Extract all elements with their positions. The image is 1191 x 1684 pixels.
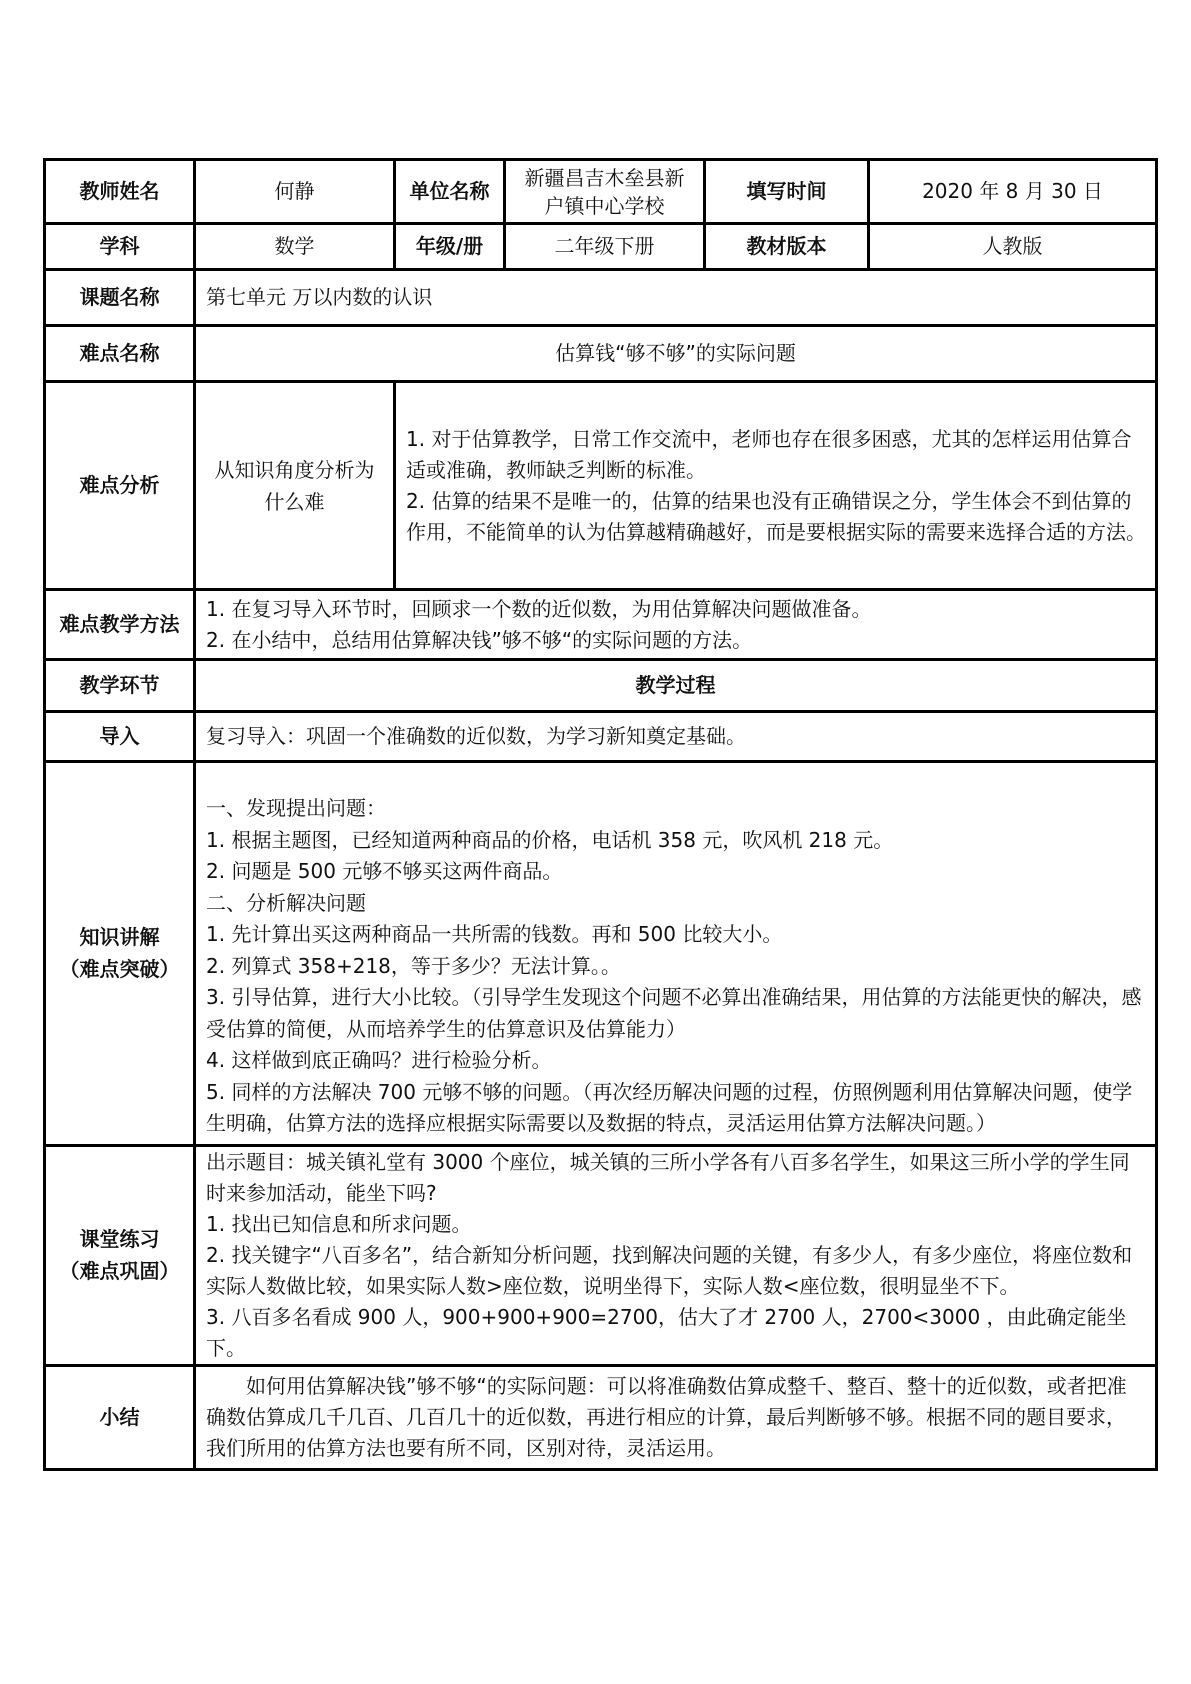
method-content: [195, 590, 1157, 660]
method-label: 难点教学方法: [45, 590, 195, 660]
grade-label: 年级/册: [395, 224, 505, 270]
practice-content: [195, 1145, 1157, 1365]
grade-value: 二年级下册: [505, 224, 705, 270]
row-practice: [45, 1145, 1157, 1365]
practice-line-2: 1. 找出已知信息和所求问题。: [206, 1211, 472, 1236]
knowledge-line-6: 2. 列算式 358+218，等于多少？无法计算。。: [206, 953, 621, 978]
knowledge-label-line-2: （难点突破）: [59, 957, 180, 982]
row-subject: [45, 224, 1157, 270]
knowledge-line-5: 1. 先计算出买这两种商品一共所需的钱数。再和 500 比较大小。: [206, 922, 783, 946]
process-step-label: 教学环节: [45, 660, 195, 712]
knowledge-content: [195, 762, 1157, 1146]
fill-date-value: 2020 年 8 月 30 日: [869, 160, 1157, 224]
unit-name-label: 单位名称: [395, 160, 505, 224]
edition-label: 教材版本: [705, 224, 869, 270]
knowledge-line-2: 1. 根据主题图，已经知道两种商品的价格，电话机 358 元，吹风机 218 元。: [206, 827, 894, 852]
practice-line-1: 出示题目：城关镇礼堂有 3000 个座位，城关镇的三所小学各有八百多名学生，如果这三所小学的学生同时来参加活动，能坐下吗?: [206, 1149, 1130, 1205]
row-teacher: [45, 160, 1157, 224]
knowledge-line-1: 一、发现提出问题：: [206, 796, 386, 820]
analysis-label: 难点分析: [45, 382, 195, 590]
practice-line-3: 2. 找关键字“八百多名”，结合新知分析问题，找到解决问题的关键，有多少人，有多少座位，将座位数和实际人数做比较，如果实际人数>座位数，说明坐得下，实际人数<座位数，很明显坐不下。: [206, 1242, 1133, 1298]
practice-line-4: 3. 八百多名看成 900 人，900+900+900=2700，估大了才 2700 人，2700<3000 ，由此确定能坐下。: [206, 1304, 1127, 1360]
edition-value: 人教版: [869, 224, 1157, 270]
practice-label-line-1: 课堂练习: [79, 1227, 160, 1251]
knowledge-label: [45, 762, 195, 1146]
knowledge-line-4: 二、分析解决问题: [206, 890, 366, 915]
teacher-name-value: 何静: [195, 160, 395, 224]
difficulty-label: 难点名称: [45, 326, 195, 382]
topic-label: 课题名称: [45, 270, 195, 326]
intro-value: 复习导入：巩固一个准确数的近似数，为学习新知奠定基础。: [195, 712, 1157, 762]
practice-label: [45, 1145, 195, 1365]
row-method: [45, 590, 1157, 660]
summary-value: 如何用估算解决钱”够不够“的实际问题：可以将准确数估算成整千、整百、整十的近似数，或者把准确数估算成几千几百、几百几十的近似数，再进行相应的计算，最后判断够不够。根据不同的题目要求，我们所用的估算方法也要有所不同，区别对待，灵活运用。: [195, 1365, 1157, 1469]
fill-date-label: 填写时间: [705, 160, 869, 224]
difficulty-value: 估算钱“够不够”的实际问题: [195, 326, 1157, 382]
row-intro: [45, 712, 1157, 762]
unit-name-value: 新疆昌吉木垒县新户镇中心学校: [505, 160, 705, 224]
analysis-line-2: 2. 估算的结果不是唯一的，估算的结果也没有正确错误之分，学生体会不到估算的作用，不能简单的认为估算越精确越好，而是要根据实际的需要来选择合适的方法。: [406, 488, 1146, 544]
analysis-line-1: 1. 对于估算教学，日常工作交流中，老师也存在很多困惑，尤其的怎样运用估算合适或准确，教师缺乏判断的标准。: [406, 426, 1132, 482]
row-knowledge: [45, 762, 1157, 1146]
row-summary: [45, 1365, 1157, 1469]
knowledge-label-line-1: 知识讲解: [79, 925, 160, 950]
subject-value: 数学: [195, 224, 395, 270]
lesson-plan-table: [43, 158, 1158, 1471]
analysis-content: [395, 382, 1157, 590]
method-line-1: 1. 在复习导入环节时，回顾求一个数的近似数，为用估算解决问题做准备。: [206, 596, 872, 621]
method-line-2: 2. 在小结中，总结用估算解决钱”够不够“的实际问题的方法。: [206, 627, 753, 652]
knowledge-line-7: 3. 引导估算，进行大小比较。（引导学生发现这个问题不必算出准确结果，用估算的方法能更快的解决，感受估算的简便，从而培养学生的估算意识及估算能力）: [206, 985, 1142, 1041]
summary-label: 小结: [45, 1365, 195, 1469]
knowledge-line-8: 4. 这样做到底正确吗？进行检验分析。: [206, 1048, 552, 1072]
knowledge-line-3: 2. 问题是 500 元够不够买这两件商品。: [206, 859, 563, 883]
analysis-sub-label: 从知识角度分析为什么难: [195, 382, 395, 590]
row-difficulty: [45, 326, 1157, 382]
topic-value: 第七单元 万以内数的认识: [195, 270, 1157, 326]
intro-label: 导入: [45, 712, 195, 762]
knowledge-line-9: 5. 同样的方法解决 700 元够不够的问题。（再次经历解决问题的过程，仿照例题利用估算解决问题，使学生明确，估算方法的选择应根据实际需要以及数据的特点，灵活运用估算方法解决问题。）: [206, 1079, 1133, 1135]
row-topic: [45, 270, 1157, 326]
teacher-name-label: 教师姓名: [45, 160, 195, 224]
process-header-value: 教学过程: [195, 660, 1157, 712]
row-process-header: [45, 660, 1157, 712]
practice-label-line-2: （难点巩固）: [59, 1259, 180, 1283]
row-analysis: [45, 382, 1157, 590]
subject-label: 学科: [45, 224, 195, 270]
